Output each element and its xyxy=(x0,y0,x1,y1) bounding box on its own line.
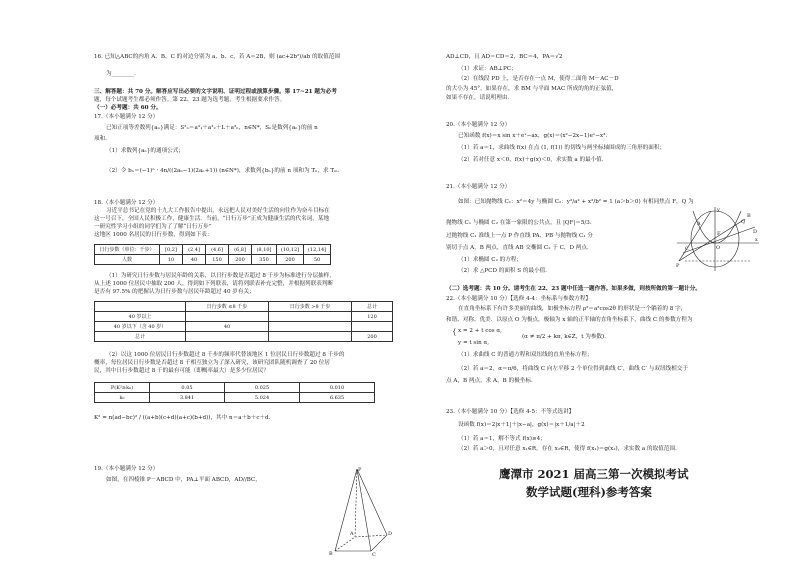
critical-value-cell: 5.024 xyxy=(225,393,300,403)
q19-cont-line3: （2）在线段 PD 上，是否存在一点 M，使得二面角 M－AC－D xyxy=(458,76,619,82)
steps-cell: 10 xyxy=(160,255,183,265)
q20-header: 20.（本小题满分 12 分） xyxy=(446,122,511,128)
q16-line1: 16. 已知△ABC的内角 A、B、C 的对边分别为 a、b、c，若 A＝2B，则 (ac+2b²)/ab 的取值范围 xyxy=(94,54,340,60)
q18-line5: （1）为研究日行步数与居民年龄的关系，以日行步数是否超过 8 千步为标准进行分层抽样， xyxy=(106,273,335,279)
sec3-line3: （一）必考题：共 60 分。 xyxy=(94,105,162,111)
steps-cell: 50 xyxy=(304,255,331,265)
q21-line5: （1）求椭圆 C₂ 的方程； xyxy=(458,257,522,263)
q21-line1: 如图：已知抛物线 C₁：x²＝4y 与椭圆 C₂：y²/a² + x²/b² = 1 (a＞b＞0) 有相同焦点 F，Q 为 xyxy=(458,199,694,205)
q19-header: 19.（本小题满分 12 分） xyxy=(94,466,159,472)
q23-header: 23.（本小题满分 10 分）【选修 4-5：不等式选讲】 xyxy=(446,409,575,415)
steps-cell: 200 xyxy=(277,255,304,265)
q18-line1: 习近平总书记在党的十九大工作报告中提出，永远把人民对美好生活的向往作为奋斗目标在 xyxy=(106,208,330,214)
q22-header: 22.（本小题满分 10 分）【选修 4-4：坐标系与参数方程】 xyxy=(446,296,592,302)
contingency-cell: 日行步数 ≤8 千步 xyxy=(186,302,269,312)
label-c: C xyxy=(685,246,689,252)
critical-value-cell: 6.635 xyxy=(300,393,375,403)
label-b: B xyxy=(747,213,751,219)
critical-value-cell: P(K²≥k₀) xyxy=(95,383,150,393)
q19-cont-line1: AD⊥CD，且 AD＝CD＝2，BC＝4，PA＝√2 xyxy=(446,54,563,60)
steps-cell: (2,4] xyxy=(183,245,206,255)
q19-cont-line2: （1）求证：AB⊥PC； xyxy=(458,66,517,72)
label-p: P xyxy=(676,263,680,269)
q17-line2: 项和． xyxy=(94,136,111,142)
contingency-cell xyxy=(269,332,352,342)
q19-cont-line5: 如果不存在，请说明理由． xyxy=(446,95,514,101)
contingency-cell: 40 岁以上 xyxy=(95,312,186,322)
steps-cell: 150 xyxy=(206,255,229,265)
steps-cell: 人数 xyxy=(95,255,160,265)
q20-line3: （2）若对任意 x＜0，f(x)＋g(x)＜0，求实数 a 的最小值． xyxy=(458,157,608,163)
label-d: D xyxy=(753,229,758,235)
q18-line6: 从上述 1000 位居民中抽取 200 人，得到如下列联表，请将列联表补充完整，并根据列联表判断 xyxy=(94,281,333,287)
steps-header-row xyxy=(95,245,331,255)
contingency-row xyxy=(95,302,393,312)
steps-cell: 350 xyxy=(252,255,277,265)
q18-line3: 一研究性学习小组的同学们为了了解“日行万步” xyxy=(94,224,212,230)
steps-cell: (10,12] xyxy=(277,245,304,255)
q22-line1: 在直角坐标系下有许多美丽的曲线，如极坐标方程 ρ²＝a²cos2θ 的形状是一个躺着的 8 字， xyxy=(458,306,687,312)
label-a: A xyxy=(697,221,701,227)
pyramid-figure xyxy=(325,465,395,557)
q18-line2: 这一号召下，全国人民积极工作，健康生活．当前，“日行万步”正成为健康生活的代名词，某地 xyxy=(94,216,330,222)
critical-value-cell: 0.025 xyxy=(225,383,300,393)
sec-b-line: （二）选考题：共 10 分。请考生在 22、23 题中任选一题作答。如果多做，则按所做的第一题计分。 xyxy=(446,286,701,292)
critical-value-cell: 3.841 xyxy=(150,393,225,403)
q18-line7: 是否有 97.5% 的把握认为日行步数与居民年龄超过 40 岁有关； xyxy=(94,289,255,295)
contingency-cell: 120 xyxy=(352,312,393,322)
contingency-cell xyxy=(186,332,269,342)
contingency-cell: 40 xyxy=(186,322,269,332)
q18-line9: 概率，每位居民日行步数是否超过 8 千相互独立为了深入研究，该研究团队随机调查了 20 位居 xyxy=(94,360,330,366)
label-o: O xyxy=(716,245,721,251)
sec3-line1: 三、解答题：共 70 分。解答应写出必要的文字说明、证明过程或演算步骤。第 17~21 题为必考 xyxy=(94,89,337,95)
label-d: D xyxy=(388,531,393,537)
steps-count-row xyxy=(95,255,331,265)
q21-line3: 过抛物线 C₁ 准线上一点 P 作直线 PA、PB 与抛物线 C₁ 分 xyxy=(446,233,593,239)
contingency-cell: 200 xyxy=(352,332,393,342)
contingency-cell xyxy=(269,312,352,322)
q16-line2: 为________． xyxy=(106,71,140,77)
q23-line1: 设函数 f(x)＝2|x＋1|＋|x−a|，g(x)＝|x＋1/a|＋2 xyxy=(458,422,585,428)
q20-line1: 已知函数 f(x)＝x sin x＋eˣ−ax，g(x)＝(x²−2x−1)eˣ−x³． xyxy=(458,133,611,139)
q21-header: 21.（本小题满分 12 分） xyxy=(446,184,511,190)
q17-line3: （1）求数列{aₙ}的通项公式； xyxy=(106,148,184,154)
contingency-row xyxy=(95,312,393,322)
steps-cell: (4,6] xyxy=(206,245,229,255)
steps-cell: 200 xyxy=(229,255,252,265)
label-q: Q xyxy=(741,219,746,225)
steps-cell: [0,2] xyxy=(160,245,183,255)
critical-value-row xyxy=(95,383,375,393)
steps-cell: (12,14] xyxy=(304,245,331,255)
q22-param-x: x = 2 + t cos α, xyxy=(458,328,502,334)
steps-cell: (8,10] xyxy=(252,245,277,255)
label-p: P xyxy=(358,467,362,473)
label-f: F xyxy=(717,231,721,237)
exam-subtitle: 数学试题(理科)参考答案 xyxy=(526,485,652,499)
q19-cont-line4: 的大小为 45°，如果存在，求 BM 与平面 MAC 所成的角的正弦值， xyxy=(446,86,618,92)
sec3-line2: 题，每个试题考生都必须作答。第 22、23 题为选考题，考生根据要求作答。 xyxy=(94,97,286,103)
q17-header: 17.（本小题满分 12 分） xyxy=(94,114,159,120)
q23-line3: （2）若 a＞0，且对任意 x₁∈R，存在 x₂∈R，使得 f(x₁)＝g(x₂)，求实数 a 的取值范围． xyxy=(458,446,681,452)
q17-line4: （2）令 bₙ＝(−1)ⁿ · 4n/((2aₙ−1)(2aₙ+1)) (n∈N*)，求数列{bₙ}的前 n 项和为 Tₙ，求 Tₘ． xyxy=(106,168,344,174)
q22-brace: { xyxy=(452,328,457,336)
q22-line4: （1）求曲线 C 的普通方程和双纽线的直角坐标方程； xyxy=(458,352,593,358)
exam-title: 鹰潭市 2021 届高三第一次模拟考试 xyxy=(499,467,689,481)
critical-value-cell: 0.05 xyxy=(150,383,225,393)
critical-value-row xyxy=(95,393,375,403)
label-c: C xyxy=(372,552,376,557)
q22-param-y: y = t sin α, xyxy=(458,340,490,346)
q20-line2: （1）若 a＝1，求曲线 f(x) 在点 (1, f(1)) 的切线与两坐标轴围成的三角形的面积； xyxy=(458,145,666,151)
contingency-row xyxy=(95,332,393,342)
critical-value-cell: 0.010 xyxy=(300,383,375,393)
contingency-cell: 总计 xyxy=(95,332,186,342)
label-x: x xyxy=(755,237,758,243)
steps-cell: 40 xyxy=(183,255,206,265)
contingency-cell xyxy=(186,312,269,322)
steps-table xyxy=(94,244,331,265)
steps-cell: 日行步数（单位：千步） xyxy=(95,245,160,255)
q18-line4: 这地区 1000 名居民的日行步数，得到如下表： xyxy=(94,232,213,238)
q21-line4: 别切于点 A，B 两点，直线 AB 交椭圆 C₂ 于 C，D 两点． xyxy=(446,245,593,251)
critical-value-table xyxy=(94,382,375,403)
q18-header: 18.（本小题满分 12 分） xyxy=(94,200,159,206)
contingency-cell: 总计 xyxy=(352,302,393,312)
q17-line1: 已知正项等差数列{aₙ}满足：S²ₙ＝a³₁＋a³₂＋L＋a³ₙ，n∈N*，Sₙ是数列{aₙ}的前 n xyxy=(106,125,318,131)
contingency-cell xyxy=(95,302,186,312)
contingency-cell xyxy=(352,322,393,332)
contingency-cell xyxy=(269,322,352,332)
steps-cell: (6,8] xyxy=(229,245,252,255)
label-y: y xyxy=(717,207,720,213)
contingency-row xyxy=(95,322,393,332)
q18-line10: 民，其中日行步数超过 8 千的最有可能（即概率最大）是多少位居民？ xyxy=(94,368,269,374)
q21-line6: （2）求 △PCD 的面积 S 的最小值． xyxy=(458,268,551,274)
q22-line2: 和谐、对称、优美．以原点 O 为极点，极轴为 x 轴的正半轴的直角坐标系下，曲线 C 的参数方程为 xyxy=(446,317,693,323)
q19-line1: 如图，在四棱锥 P－ABCD 中，PA⊥平面 ABCD，AD//BC， xyxy=(106,477,261,483)
contingency-cell: 40 岁以下（含 40 岁） xyxy=(95,322,186,332)
q18-line8: （2）以这 1000 位居民日行步数超过 8 千步的频率代替该地区 1 位居民日行步数超过 8 千步的 xyxy=(106,352,345,358)
q18-k2-formula: K² = n(ad−bc)² / ((a+b)(c+d)(a+c)(b+d))，其中 n＝a＋b＋c＋d． xyxy=(94,415,275,421)
label-b: B xyxy=(329,551,333,557)
label-a: A xyxy=(350,531,354,537)
contingency-table xyxy=(94,301,393,342)
q22-line5: （2）若 a＝2，α＝π/6，将曲线 C 向左平移 2 个单位得到曲线 C′，曲线 C′ 与双纽线相交于 xyxy=(458,366,688,372)
q23-line2: （1）若 a＝1，解不等式 f(x)≥4； xyxy=(458,436,546,442)
q22-param-cond: (α ≠ π/2 + kπ, k∈Z，t 为参数)． xyxy=(522,334,610,340)
q22-line6: 点 A，B 两点，求 A，B 的极坐标． xyxy=(446,378,537,384)
contingency-cell: 日行步数 >8 千步 xyxy=(269,302,352,312)
critical-value-cell: k₀ xyxy=(95,393,150,403)
conic-figure xyxy=(675,205,761,273)
q21-line2: 抛物线 C₁ 与椭圆 C₂ 在第一象限的公共点，且 |QF|＝5/3． xyxy=(446,220,596,226)
